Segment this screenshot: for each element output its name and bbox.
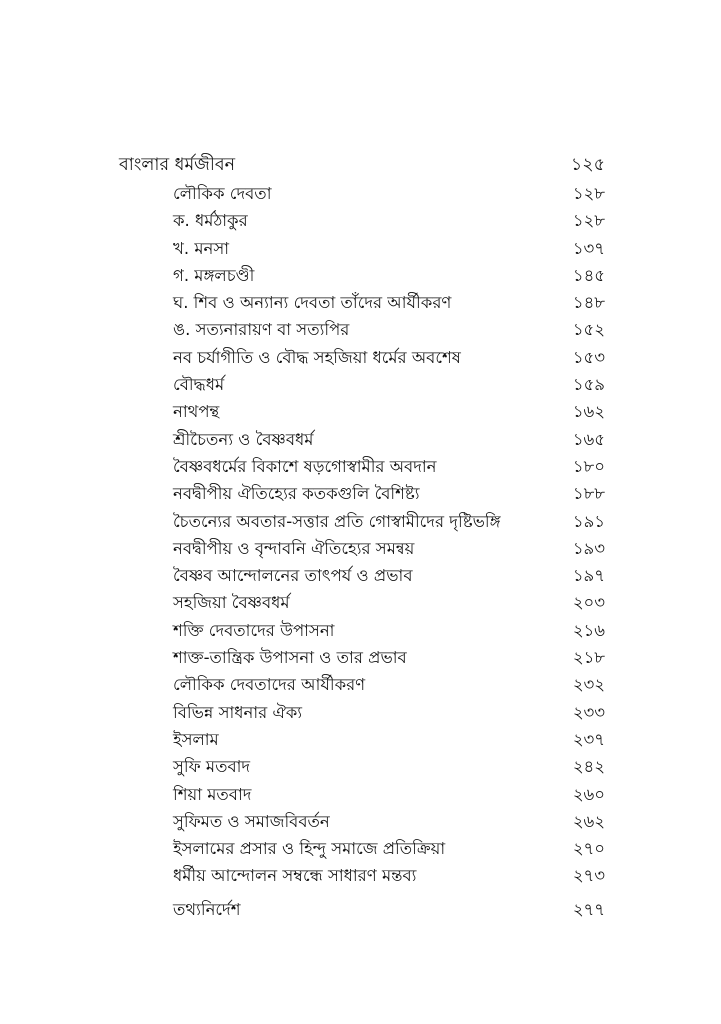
- toc-entry-page: ১২৮: [572, 211, 605, 231]
- toc-entry-page: ২৭৩: [572, 866, 605, 886]
- toc-entry-title: চৈতন্যের অবতার-সত্তার প্রতি গোস্বামীদের দৃষ্টিভঙ্গি: [173, 511, 501, 531]
- toc-entry[interactable]: [0, 535, 721, 562]
- toc-entry-page: ১৫৯: [572, 375, 605, 395]
- toc-entry-page: ১৯১: [572, 511, 605, 531]
- toc-entry-page: ২৪২: [572, 757, 605, 777]
- toc-entry-title: লৌকিক দেবতা: [173, 184, 272, 203]
- toc-entry-title: বৌদ্ধধর্ম: [173, 375, 225, 395]
- toc-entry-page: ১৫৩: [572, 347, 605, 367]
- toc-entry[interactable]: [0, 344, 721, 371]
- toc-entry-title: ধর্মীয় আন্দোলন সম্বন্ধে সাধারণ মন্তব্য: [173, 866, 417, 886]
- toc-entry-page: ২৬০: [572, 784, 605, 804]
- toc-entry-title: শ্রীচৈতন্য ও বৈষ্ণবধর্ম: [173, 429, 314, 449]
- toc-entry-page: ২৬২: [572, 811, 605, 831]
- toc-entry-title: ক. ধর্মঠাকুর: [173, 211, 248, 231]
- toc-entry[interactable]: [0, 644, 721, 671]
- toc-entry-page: ২৭০: [572, 839, 605, 859]
- toc-entry-page: ২৩৭: [572, 729, 605, 749]
- toc-entry-page: ১৬২: [572, 402, 605, 422]
- toc-entry[interactable]: [0, 262, 721, 289]
- toc-entry-title: বৈষ্ণব আন্দোলনের তাৎপর্য ও প্রভাব: [173, 566, 413, 586]
- toc-last-entry[interactable]: [0, 896, 721, 923]
- toc-entry-title: বাংলার ধর্মজীবন: [119, 155, 236, 175]
- toc-entry-page: ১৪৫: [572, 265, 605, 285]
- toc-entry[interactable]: [0, 753, 721, 780]
- toc-entry-title: সুফি মতবাদ: [173, 757, 251, 777]
- toc-entry-page: ১৪৮: [572, 293, 605, 313]
- toc-entry-page: ১৯৭: [572, 566, 605, 586]
- toc-entry-page: ১৮৮: [572, 484, 605, 504]
- toc-entry[interactable]: [0, 508, 721, 535]
- toc-entry[interactable]: [0, 835, 721, 862]
- toc-entry-title: নবদ্বীপীয় ঐতিহ্যের কতকগুলি বৈশিষ্ট্য: [173, 484, 420, 504]
- toc-entry[interactable]: [0, 426, 721, 453]
- toc-entry-page: ১২৫: [570, 155, 605, 175]
- toc-entry[interactable]: [0, 862, 721, 889]
- toc-entry-title: সহজিয়া বৈষ্ণবধর্ম: [173, 593, 290, 613]
- table-of-contents: [0, 150, 721, 923]
- toc-entry-page: ১৩৭: [572, 238, 605, 258]
- toc-entry-page: ১৯৩: [572, 538, 605, 558]
- toc-entry-title: বৈষ্ণবধর্মের বিকাশে ষড়গোস্বামীর অবদান: [173, 456, 437, 476]
- toc-entry[interactable]: [0, 781, 721, 808]
- toc-entry-page: ১৫২: [572, 320, 605, 340]
- toc-entry-title: নবদ্বীপীয় ও বৃন্দাবনি ঐতিহ্যের সমন্বয়: [173, 538, 415, 558]
- toc-entry-page: ২৭৭: [572, 899, 605, 919]
- toc-main-entry[interactable]: [0, 150, 721, 180]
- toc-entry-title: খ. মনসা: [173, 238, 230, 258]
- toc-entry-page: ২০৩: [572, 593, 605, 613]
- toc-entry-title: ঙ. সত্যনারায়ণ বা সত্যপির: [173, 320, 350, 340]
- toc-entry[interactable]: [0, 617, 721, 644]
- toc-entry[interactable]: [0, 480, 721, 507]
- toc-entry[interactable]: [0, 453, 721, 480]
- toc-entry-title: গ. মঙ্গলচণ্ডী: [173, 265, 255, 285]
- toc-entry[interactable]: [0, 671, 721, 698]
- toc-entry-title: বিভিন্ন সাধনার ঐক্য: [173, 702, 303, 722]
- toc-entry-title: তথ্যনির্দেশ: [173, 899, 241, 919]
- toc-entry[interactable]: [0, 289, 721, 316]
- toc-entry-page: ১৮০: [572, 456, 605, 476]
- toc-entry-title: ইসলাম: [173, 729, 219, 749]
- toc-entry-title: সুফিমত ও সমাজবিবর্তন: [173, 811, 330, 831]
- toc-entry[interactable]: [0, 371, 721, 398]
- toc-entry-title: নাথপন্থ: [173, 402, 220, 422]
- toc-entry[interactable]: [0, 180, 721, 207]
- toc-entry[interactable]: [0, 808, 721, 835]
- toc-entry[interactable]: [0, 207, 721, 234]
- toc-entry[interactable]: [0, 589, 721, 616]
- toc-entry-title: শাক্ত-তান্ত্রিক উপাসনা ও তার প্রভাব: [173, 648, 407, 668]
- toc-entry[interactable]: [0, 699, 721, 726]
- toc-entry[interactable]: [0, 235, 721, 262]
- toc-entry-title: লৌকিক দেবতাদের আর্যীকরণ: [173, 675, 366, 695]
- toc-entry-title: শক্তি দেবতাদের উপাসনা: [173, 620, 335, 640]
- toc-entry-title: শিয়া মতবাদ: [173, 784, 252, 804]
- toc-entry[interactable]: [0, 726, 721, 753]
- toc-entry-title: ঘ. শিব ও অন্যান্য দেবতা তাঁদের আর্যীকরণ: [173, 293, 452, 313]
- toc-entry-page: ১২৮: [572, 184, 605, 203]
- toc-entries: [0, 180, 721, 890]
- toc-entry-title: নব চর্যাগীতি ও বৌদ্ধ সহজিয়া ধর্মের অবশেষ: [173, 347, 461, 367]
- toc-entry-title: ইসলামের প্রসার ও হিন্দু সমাজে প্রতিক্রিয়া: [173, 839, 446, 859]
- toc-entry-page: ১৬৫: [572, 429, 605, 449]
- toc-entry[interactable]: [0, 398, 721, 425]
- toc-entry-page: ২৩২: [572, 675, 605, 695]
- toc-entry-page: ২৩৩: [572, 702, 605, 722]
- toc-entry[interactable]: [0, 316, 721, 343]
- toc-entry[interactable]: [0, 562, 721, 589]
- toc-entry-page: ২১৮: [572, 648, 605, 668]
- toc-entry-page: ২১৬: [572, 620, 605, 640]
